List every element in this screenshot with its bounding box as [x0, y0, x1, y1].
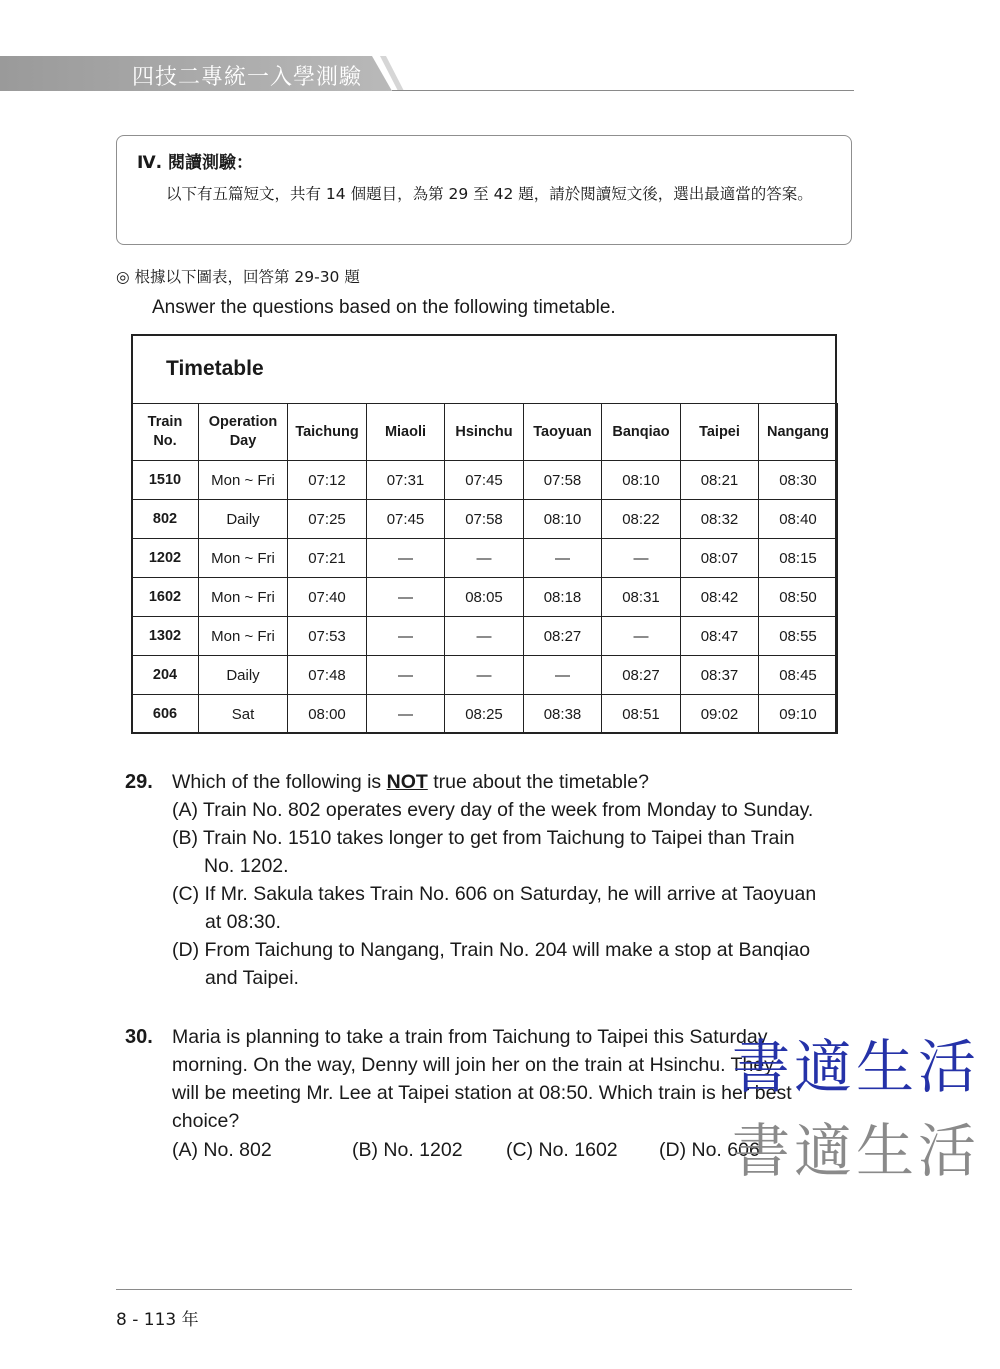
timetable-header-cell: Miaoli	[367, 404, 445, 461]
timetable-header-cell: Operation Day	[199, 404, 288, 461]
question-30-option-d: (D) No. 606	[659, 1139, 760, 1161]
timetable-cell: 08:00	[288, 695, 367, 734]
timetable-cell: 08:15	[759, 539, 838, 578]
timetable-cell: 08:21	[681, 461, 759, 500]
timetable-cell: 07:31	[367, 461, 445, 500]
timetable-row	[132, 539, 838, 578]
timetable-cell: 08:50	[759, 578, 838, 617]
timetable-cell: 08:05	[445, 578, 524, 617]
timetable-cell: 07:58	[524, 461, 602, 500]
timetable-cell: —	[602, 539, 681, 578]
timetable-cell: Mon ~ Fri	[199, 539, 288, 578]
timetable-cell: —	[367, 539, 445, 578]
timetable-header-cell: Taichung	[288, 404, 367, 461]
header-rule	[392, 90, 854, 91]
timetable-cell: Mon ~ Fri	[199, 617, 288, 656]
question-29-option-d-cont: and Taipei.	[205, 967, 299, 989]
timetable-cell: —	[445, 539, 524, 578]
question-30-line-4: choice?	[172, 1110, 240, 1132]
timetable-cell: 08:32	[681, 500, 759, 539]
timetable-cell: 08:25	[445, 695, 524, 734]
timetable-row	[132, 617, 838, 656]
timetable-cell: 07:53	[288, 617, 367, 656]
question-29-number: 29.	[125, 771, 153, 793]
timetable-cell: —	[367, 656, 445, 695]
timetable-cell: Daily	[199, 500, 288, 539]
timetable-cell: 08:18	[524, 578, 602, 617]
question-30-line-1: Maria is planning to take a train from Taichung to Taipei this Saturday	[172, 1026, 768, 1048]
timetable-cell: Mon ~ Fri	[199, 578, 288, 617]
timetable-cell: Sat	[199, 695, 288, 734]
timetable-cell: 08:07	[681, 539, 759, 578]
timetable-cell: 08:22	[602, 500, 681, 539]
train-number-cell: 1510	[132, 461, 199, 500]
train-number-cell: 802	[132, 500, 199, 539]
timetable-row	[132, 461, 838, 500]
question-29-option-c: (C) If Mr. Sakula takes Train No. 606 on Saturday, he will arrive at Taoyuan	[172, 883, 817, 905]
timetable-header-row	[132, 404, 838, 461]
footer-page-number: 8 - 113 年	[116, 1310, 199, 1330]
timetable-table	[131, 403, 838, 734]
timetable-cell: 07:45	[367, 500, 445, 539]
timetable-cell: 08:10	[524, 500, 602, 539]
timetable-row	[132, 695, 838, 734]
timetable-cell: 08:42	[681, 578, 759, 617]
question-29-option-d: (D) From Taichung to Nangang, Train No. 204 will make a stop at Banqiao	[172, 939, 811, 961]
timetable-cell: Mon ~ Fri	[199, 461, 288, 500]
question-30-option-a: (A) No. 802	[172, 1139, 272, 1161]
timetable-cell: 07:25	[288, 500, 367, 539]
timetable-cell: 08:27	[524, 617, 602, 656]
question-29-option-b: (B) Train No. 1510 takes longer to get from Taichung to Taipei than Train	[172, 827, 795, 849]
timetable-row	[132, 578, 838, 617]
timetable-cell: 08:37	[681, 656, 759, 695]
timetable-cell: —	[367, 578, 445, 617]
timetable-cell: —	[524, 539, 602, 578]
timetable-cell: 09:02	[681, 695, 759, 734]
timetable-cell: 08:45	[759, 656, 838, 695]
timetable-row	[132, 656, 838, 695]
timetable-header-cell: Hsinchu	[445, 404, 524, 461]
question-29-option-b-cont: No. 1202.	[204, 855, 289, 877]
question-29-stem-emphasis: NOT	[386, 771, 428, 793]
timetable-title: Timetable	[166, 357, 264, 380]
footer-rule	[116, 1289, 852, 1290]
timetable-row	[132, 500, 838, 539]
timetable-cell: —	[367, 617, 445, 656]
question-30-line-2: morning. On the way, Denny will join her on the train at Hsinchu. They	[172, 1054, 774, 1076]
timetable-cell: 08:47	[681, 617, 759, 656]
instructions-heading: Ⅳ. 閱讀測驗：	[137, 153, 254, 173]
watermark-blue: 書適生活	[732, 1033, 981, 1101]
timetable-cell: 08:10	[602, 461, 681, 500]
timetable-cell: 08:51	[602, 695, 681, 734]
timetable-cell: 07:40	[288, 578, 367, 617]
timetable-cell: 08:30	[759, 461, 838, 500]
train-number-cell: 1602	[132, 578, 199, 617]
timetable-header-cell: Taipei	[681, 404, 759, 461]
question-29-option-c-cont: at 08:30.	[205, 911, 281, 933]
timetable-cell: —	[445, 656, 524, 695]
train-number-cell: 1302	[132, 617, 199, 656]
section-intro: Answer the questions based on the following timetable.	[152, 297, 616, 318]
timetable-header-cell: Taoyuan	[524, 404, 602, 461]
timetable-body	[132, 461, 838, 734]
timetable-cell: 07:48	[288, 656, 367, 695]
question-30-option-b: (B) No. 1202	[352, 1139, 463, 1161]
question-29-option-a: (A) Train No. 802 operates every day of the week from Monday to Sunday.	[172, 799, 814, 821]
timetable-cell: 07:58	[445, 500, 524, 539]
timetable-cell: 08:38	[524, 695, 602, 734]
instructions-text: 以下有五篇短文，共有 14 個題目，為第 29 至 42 題，請於閱讀短文後，選出最適當的答案。	[166, 185, 813, 203]
timetable-cell: —	[524, 656, 602, 695]
timetable-cell: 08:31	[602, 578, 681, 617]
timetable-cell: —	[445, 617, 524, 656]
question-30-option-c: (C) No. 1602	[506, 1139, 618, 1161]
timetable-cell: Daily	[199, 656, 288, 695]
timetable-cell: 07:45	[445, 461, 524, 500]
train-number-cell: 204	[132, 656, 199, 695]
timetable-cell: 07:12	[288, 461, 367, 500]
section-note: ◎ 根據以下圖表，回答第 29-30 題	[116, 268, 360, 286]
question-30-line-3: will be meeting Mr. Lee at Taipei station at 08:50. Which train is her best	[172, 1082, 792, 1104]
timetable-cell: —	[602, 617, 681, 656]
timetable-header-cell: Train No.	[132, 404, 199, 461]
watermark-gray: 書適生活	[732, 1117, 981, 1185]
timetable-cell: 08:40	[759, 500, 838, 539]
train-number-cell: 1202	[132, 539, 199, 578]
timetable-cell: 09:10	[759, 695, 838, 734]
timetable-cell: 07:21	[288, 539, 367, 578]
question-30-number: 30.	[125, 1026, 153, 1048]
question-29-stem-pre: Which of the following is	[172, 771, 387, 793]
question-29-stem-post: true about the timetable?	[427, 771, 649, 793]
train-number-cell: 606	[132, 695, 199, 734]
timetable-header-cell: Nangang	[759, 404, 838, 461]
timetable-cell: 08:55	[759, 617, 838, 656]
header-title: 四技二專統一入學測驗	[132, 65, 363, 90]
question-29-stem	[172, 771, 649, 794]
timetable-cell: —	[367, 695, 445, 734]
timetable-cell: 08:27	[602, 656, 681, 695]
timetable-header-cell: Banqiao	[602, 404, 681, 461]
